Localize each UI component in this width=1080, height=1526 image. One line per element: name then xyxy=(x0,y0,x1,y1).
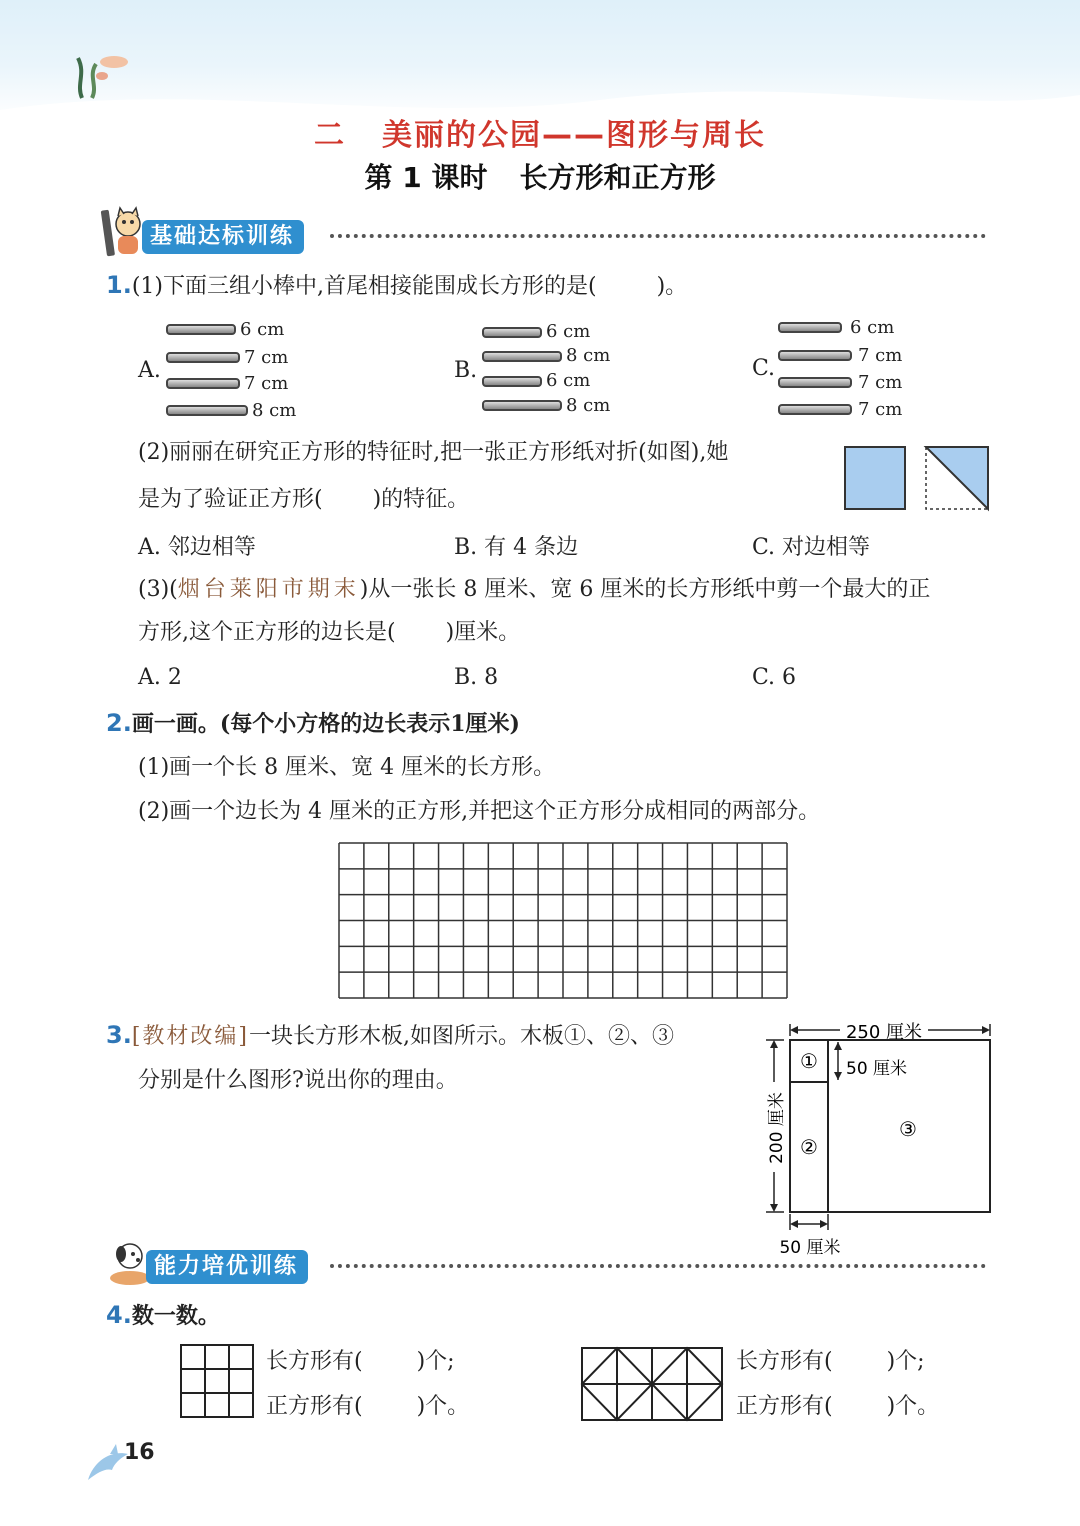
q3-source: [教材改编] xyxy=(131,1024,249,1049)
chapter-name: 美丽的公园——图形与周长 xyxy=(382,118,766,153)
q1-part2-line1: (2)丽丽在研究正方形的特征时,把一张正方形纸对折(如图),她 xyxy=(138,440,729,465)
stick-label: 8 cm xyxy=(566,395,611,416)
stick xyxy=(166,378,240,389)
stick xyxy=(482,400,562,411)
group-c-letter: C. xyxy=(752,356,776,381)
question-number: 4. xyxy=(106,1301,132,1329)
stick-label: 6 cm xyxy=(850,317,895,338)
drawing-grid[interactable] xyxy=(338,842,788,999)
seaweed-icon xyxy=(68,46,138,102)
q4-left-square-line xyxy=(266,1392,469,1422)
question-number: 2. xyxy=(106,709,132,737)
stick xyxy=(778,377,852,388)
piece-label: 50 厘米 xyxy=(846,1059,908,1079)
diamond-grid-figure xyxy=(580,1346,726,1422)
lesson-label: 第 1 课时 xyxy=(364,161,488,194)
board-figure xyxy=(760,1016,1000,1261)
q1-p3-source: 烟台莱阳市期末 xyxy=(177,577,360,602)
piece-1-label: ① xyxy=(800,1049,818,1073)
stick xyxy=(778,350,852,361)
group-b-letter: B. xyxy=(454,358,478,383)
q4-right-rect-close: )个; xyxy=(886,1349,925,1374)
height-label: 200 厘米 xyxy=(767,1092,787,1164)
q4-right-square: 正方形有( xyxy=(736,1394,833,1419)
stick-label: 7 cm xyxy=(858,399,903,420)
lesson-title xyxy=(0,156,1080,196)
stick-label: 6 cm xyxy=(546,370,591,391)
stick xyxy=(166,352,240,363)
bottom-label: 50 厘米 xyxy=(779,1238,841,1258)
section-divider xyxy=(330,234,986,238)
stick xyxy=(482,327,542,338)
q2-part1: (1)画一个长 8 厘米、宽 4 厘米的长方形。 xyxy=(138,755,556,780)
lesson-name: 长方形和正方形 xyxy=(519,161,716,194)
q1-part3-line2 xyxy=(138,618,520,648)
q1-p2-option-c: C. 对边相等 xyxy=(752,535,871,560)
chapter-title xyxy=(0,110,1080,154)
q1-p2-option-b: B. 有 4 条边 xyxy=(454,535,579,560)
piece-2-label: ② xyxy=(800,1135,818,1159)
q1-p3-line2b: )厘米。 xyxy=(445,620,521,645)
stick xyxy=(482,351,562,362)
q1-p3-option-a: A. 2 xyxy=(138,665,182,690)
stick-label: 6 cm xyxy=(546,321,591,342)
stick-label: 8 cm xyxy=(252,400,297,421)
q4-right-rect: 长方形有( xyxy=(736,1349,833,1374)
folded-square-figure xyxy=(842,444,992,514)
q1-p2-option-a: A. 邻边相等 xyxy=(138,535,256,560)
q4-title-text: 数一数。 xyxy=(131,1303,220,1329)
q4-left-square-close: )个。 xyxy=(416,1394,470,1419)
section-divider xyxy=(330,1264,986,1268)
chapter-number: 二 xyxy=(314,118,346,153)
question-number: 1. xyxy=(106,271,132,299)
q3-line2: 分别是什么图形?说出你的理由。 xyxy=(138,1068,458,1093)
group-a-letter: A. xyxy=(138,358,161,383)
stick-label: 7 cm xyxy=(244,373,289,394)
grid-3x3-figure xyxy=(180,1344,256,1420)
stick xyxy=(166,324,236,335)
stick-label: 8 cm xyxy=(566,345,611,366)
q1-p3-option-c: C. 6 xyxy=(752,665,797,690)
q4-right-square-line xyxy=(736,1392,939,1422)
stick-label: 7 cm xyxy=(244,347,289,368)
q1-p3-line2a: 方形,这个正方形的边长是( xyxy=(138,620,396,645)
q1-part2-line2 xyxy=(138,485,469,515)
cat-pencil-icon xyxy=(100,204,146,262)
q2-title-text: 画一画。(每个小方格的边长表示1厘米) xyxy=(131,711,520,737)
dog-reading-icon xyxy=(100,1240,152,1286)
stick-label: 7 cm xyxy=(858,345,903,366)
q3-line1-text: 一块长方形木板,如图所示。木板①、②、③ xyxy=(249,1024,674,1049)
stick xyxy=(778,322,842,333)
q4-right-square-close: )个。 xyxy=(886,1394,940,1419)
stick xyxy=(778,404,852,415)
page-number: 16 xyxy=(124,1440,155,1465)
section-advanced-label: 能力培优训练 xyxy=(146,1250,308,1284)
stick-label: 7 cm xyxy=(858,372,903,393)
q4-left-rect-close: )个; xyxy=(416,1349,455,1374)
q1-p2-line2b: )的特征。 xyxy=(372,487,470,512)
section-basic-label: 基础达标训练 xyxy=(142,220,304,254)
grid-lines xyxy=(338,842,788,999)
q1-part1 xyxy=(106,270,687,302)
stick xyxy=(166,405,248,416)
q1-p1-text: (1)下面三组小棒中,首尾相接能围成长方形的是( xyxy=(131,274,597,299)
width-label: 250 厘米 xyxy=(845,1022,923,1043)
stick-label: 6 cm xyxy=(240,319,285,340)
stick xyxy=(482,376,542,387)
q1-p3-prefix: (3)( xyxy=(138,577,178,602)
q1-p3-option-b: B. 8 xyxy=(454,665,499,690)
q1-p1-close: )。 xyxy=(656,274,688,299)
q2-title xyxy=(106,708,520,740)
q2-part2: (2)画一个边长为 4 厘米的正方形,并把这个正方形分成相同的两部分。 xyxy=(138,799,821,824)
q1-p3-line1: )从一张长 8 厘米、宽 6 厘米的长方形纸中剪一个最大的正 xyxy=(359,577,931,602)
q4-title xyxy=(106,1300,220,1332)
q1-p2-line2a: 是为了验证正方形( xyxy=(138,487,323,512)
q4-left-rect: 长方形有( xyxy=(266,1349,363,1374)
q4-left-rect-line xyxy=(266,1347,455,1377)
q1-part3-line1 xyxy=(138,575,930,605)
q4-right-rect-line xyxy=(736,1347,925,1377)
q3-line1 xyxy=(106,1020,674,1052)
question-number: 3. xyxy=(106,1021,132,1049)
q4-left-square: 正方形有( xyxy=(266,1394,363,1419)
piece-3-label: ③ xyxy=(899,1117,917,1141)
